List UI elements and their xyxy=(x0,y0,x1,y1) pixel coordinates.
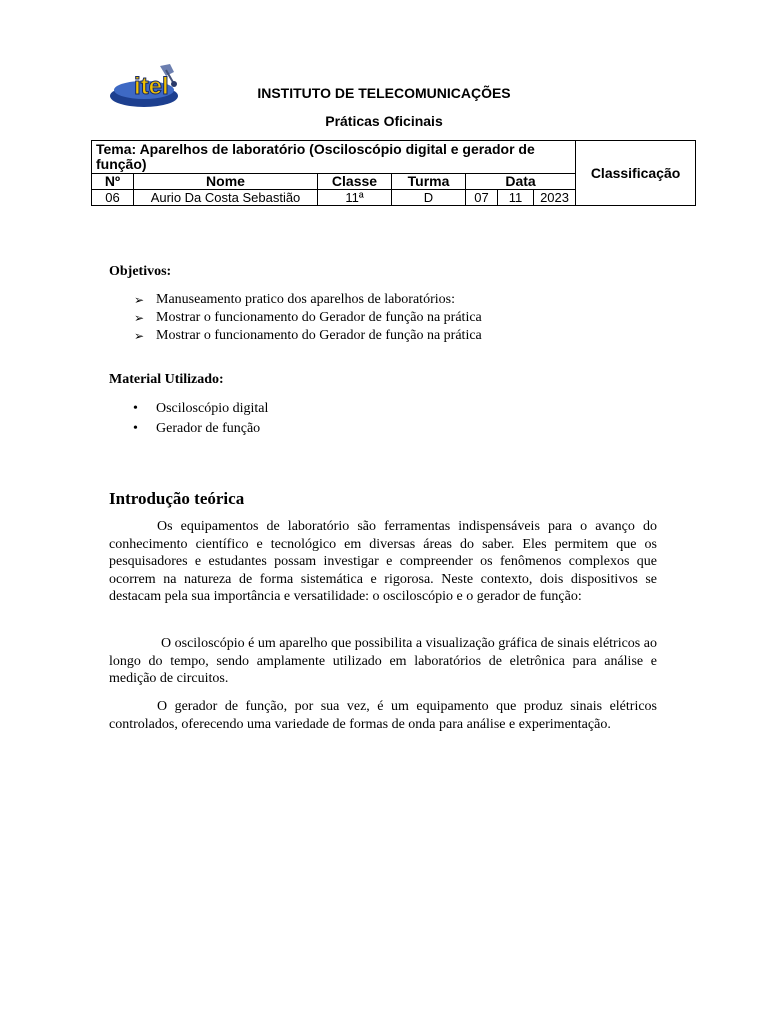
header-group: Turma xyxy=(392,174,466,190)
objective-text: Mostrar o funcionamento do Gerador de função na prática xyxy=(156,310,482,325)
material-text: Osciloscópio digital xyxy=(156,401,269,416)
objective-text: Mostrar o funcionamento do Gerador de função na prática xyxy=(156,328,482,343)
svg-text:itel: itel xyxy=(134,73,169,100)
materials-list xyxy=(109,399,268,439)
list-item xyxy=(109,327,482,345)
header-class: Classe xyxy=(318,174,392,190)
institute-title: INSTITUTO DE TELECOMUNICAÇÕES xyxy=(257,85,511,101)
list-item xyxy=(109,419,268,439)
student-number: 06 xyxy=(92,190,134,206)
intro-paragraph-2: O osciloscópio é um aparelho que possibilita a visualização gráfica de sinais elétricos ao longo do tempo, sendo amplamente utilizado em laboratórios de eletrônica para análise e medição de circuitos. xyxy=(109,636,657,686)
arrow-bullet-icon: ➢ xyxy=(134,329,145,343)
introduction-heading: Introdução teórica xyxy=(109,489,245,508)
student-name: Aurio Da Costa Sebastião xyxy=(134,190,318,206)
header-date: Data xyxy=(466,174,576,190)
bullet-icon: • xyxy=(133,401,138,416)
date-year: 2023 xyxy=(534,190,576,206)
bullet-icon: • xyxy=(133,421,138,436)
header-number: Nº xyxy=(92,174,134,190)
objectives-list xyxy=(109,291,482,345)
arrow-bullet-icon: ➢ xyxy=(134,293,145,307)
theme-cell: Tema: Aparelhos de laboratório (Osciloscópio digital e gerador de função) xyxy=(92,141,576,174)
header-name: Nome xyxy=(134,174,318,190)
student-class: 11ª xyxy=(318,190,392,206)
list-item xyxy=(109,399,268,419)
practice-subtitle: Práticas Oficinais xyxy=(325,113,443,129)
materials-label: Material Utilizado: xyxy=(109,372,224,387)
intro-paragraph-1: Os equipamentos de laboratório são ferramentas indispensáveis para o avanço do conhecimento científico e tecnológico em diversas áreas do saber. Eles permitem que os pesquisadores e estudantes possam investigar e compreender os fenômenos complexos que ocorrem na natureza de forma sistemática e rigorosa. Neste contexto, dois dispositivos se destacam pela sua importância e versatilidade: o osciloscópio e o gerador de função: xyxy=(109,519,657,604)
header-info-table xyxy=(91,140,696,206)
arrow-bullet-icon: ➢ xyxy=(134,311,145,325)
classification-cell: Classificação xyxy=(576,141,696,206)
intro-paragraph-3: O gerador de função, por sua vez, é um equipamento que produz sinais elétricos controlados, oferecendo uma variedade de formas de onda para análise e experimentação. xyxy=(109,699,657,732)
objective-text: Manuseamento pratico dos aparelhos de laboratórios: xyxy=(156,292,455,307)
itel-logo xyxy=(108,62,188,108)
objectives-label: Objetivos: xyxy=(109,264,172,279)
list-item xyxy=(109,291,482,309)
student-group: D xyxy=(392,190,466,206)
date-day: 07 xyxy=(466,190,498,206)
date-month: 11 xyxy=(498,190,534,206)
list-item xyxy=(109,309,482,327)
material-text: Gerador de função xyxy=(156,421,261,436)
